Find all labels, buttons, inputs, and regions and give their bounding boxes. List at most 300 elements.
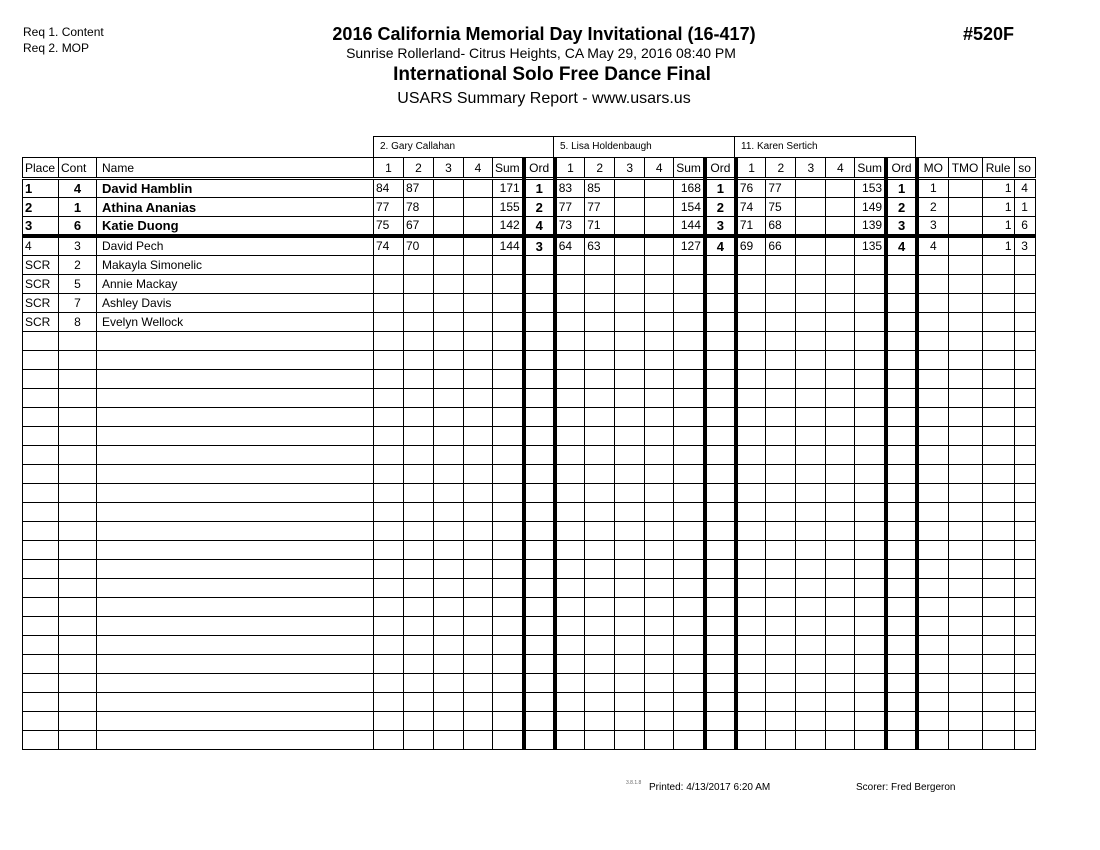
judge-3-score-3-cell bbox=[796, 731, 826, 750]
judge-2-sum-cell bbox=[674, 541, 705, 560]
judge-3-ord-cell bbox=[886, 522, 917, 541]
judge-1-score-4-cell bbox=[464, 313, 493, 332]
judge-2-score-2-cell bbox=[585, 636, 615, 655]
judge-3-sum-cell bbox=[855, 427, 886, 446]
judge-1-score-4-cell bbox=[464, 408, 493, 427]
judge-2-score-3-cell bbox=[615, 256, 645, 275]
rule-cell bbox=[982, 446, 1014, 465]
judge-2-score-3-cell bbox=[615, 598, 645, 617]
judge-3-score-1-cell bbox=[736, 465, 766, 484]
judge-3-score-4-cell bbox=[826, 636, 855, 655]
cont-cell bbox=[59, 731, 97, 750]
rule-cell bbox=[982, 503, 1014, 522]
cont-cell bbox=[59, 541, 97, 560]
judge-3-ord-cell bbox=[886, 560, 917, 579]
judge-2-score-2-cell bbox=[585, 598, 615, 617]
judge-3-ord-cell: 1 bbox=[886, 179, 917, 198]
judge-1-score-4-cell bbox=[464, 236, 493, 256]
place-cell bbox=[23, 598, 59, 617]
tmo-cell bbox=[948, 560, 982, 579]
judge-2-sum-cell bbox=[674, 693, 705, 712]
judge-2-score-3-cell bbox=[615, 313, 645, 332]
judge-3-score-4-cell bbox=[826, 198, 855, 217]
judge-2-score-4-cell bbox=[645, 389, 674, 408]
judge-1-ord-cell bbox=[524, 427, 555, 446]
rule-cell bbox=[982, 731, 1014, 750]
judge-2-score-1-cell bbox=[555, 256, 585, 275]
judge-1-score-1-cell bbox=[374, 560, 404, 579]
empty-table-row bbox=[23, 408, 1036, 427]
judge-2-ord-cell bbox=[705, 484, 736, 503]
judge-2-sum-cell bbox=[674, 408, 705, 427]
judge-3-sum-cell bbox=[855, 275, 886, 294]
judge-1-score-1-cell bbox=[374, 332, 404, 351]
judge-1-ord-cell bbox=[524, 674, 555, 693]
judge-1-score-2-cell bbox=[404, 389, 434, 408]
judge-3-score-4-cell bbox=[826, 389, 855, 408]
judge-3-score-3-cell bbox=[796, 579, 826, 598]
judge-2-score-1-cell bbox=[555, 522, 585, 541]
judge-1-ord-cell bbox=[524, 484, 555, 503]
judge-1-score-1-cell bbox=[374, 636, 404, 655]
judge-2-score-2-cell bbox=[585, 560, 615, 579]
judge-3-score-2-cell bbox=[766, 731, 796, 750]
judge-2-score-4-cell bbox=[645, 313, 674, 332]
judge-2-score-4-cell bbox=[645, 427, 674, 446]
so-cell bbox=[1014, 579, 1035, 598]
judge-1-score-1-cell bbox=[374, 579, 404, 598]
judge-3-ord-cell bbox=[886, 598, 917, 617]
judge-1-score-2-cell: 87 bbox=[404, 179, 434, 198]
judge-1-score-2-cell bbox=[404, 655, 434, 674]
rule-cell bbox=[982, 598, 1014, 617]
col-j2-sum: Sum bbox=[674, 158, 705, 179]
name-cell bbox=[97, 579, 374, 598]
judge-2-score-1-cell bbox=[555, 294, 585, 313]
judge-2-score-1-cell bbox=[555, 579, 585, 598]
judge-3-score-4-cell bbox=[826, 598, 855, 617]
so-cell bbox=[1014, 484, 1035, 503]
tmo-cell bbox=[948, 332, 982, 351]
judge-2-sum-cell bbox=[674, 522, 705, 541]
cont-cell bbox=[59, 560, 97, 579]
judge-1-sum-cell: 144 bbox=[493, 236, 524, 256]
name-cell bbox=[97, 674, 374, 693]
judge-3-score-2-cell bbox=[766, 256, 796, 275]
rule-cell bbox=[982, 313, 1014, 332]
judge-3-score-4-cell bbox=[826, 313, 855, 332]
judge-3-score-1-cell bbox=[736, 674, 766, 693]
judge-1-score-4-cell bbox=[464, 465, 493, 484]
rule-cell bbox=[982, 617, 1014, 636]
col-j3-ord: Ord bbox=[886, 158, 917, 179]
judge-1-score-2-cell bbox=[404, 294, 434, 313]
judge-2-sum-cell bbox=[674, 655, 705, 674]
mo-cell bbox=[917, 427, 948, 446]
judge-3-score-2-cell bbox=[766, 712, 796, 731]
judge-3-score-2-cell bbox=[766, 655, 796, 674]
judge-1-score-1-cell bbox=[374, 256, 404, 275]
judge-3-score-4-cell bbox=[826, 465, 855, 484]
place-cell bbox=[23, 579, 59, 598]
cont-cell bbox=[59, 446, 97, 465]
rule-cell: 1 bbox=[982, 198, 1014, 217]
judge-3-score-2-cell bbox=[766, 674, 796, 693]
tmo-cell bbox=[948, 198, 982, 217]
judge-2-ord-cell bbox=[705, 598, 736, 617]
judge-2-score-3-cell bbox=[615, 427, 645, 446]
so-cell bbox=[1014, 332, 1035, 351]
judge-1-score-2-cell bbox=[404, 579, 434, 598]
column-header-row bbox=[23, 158, 1036, 179]
judge-2-score-2-cell bbox=[585, 617, 615, 636]
judge-2-sum-cell bbox=[674, 674, 705, 693]
judge-3-score-4-cell bbox=[826, 446, 855, 465]
mo-cell bbox=[917, 370, 948, 389]
rule-cell: 1 bbox=[982, 217, 1014, 237]
judge-2-score-2-cell bbox=[585, 693, 615, 712]
judge-2-score-1-cell bbox=[555, 427, 585, 446]
col-j1-s3: 3 bbox=[434, 158, 464, 179]
rule-cell bbox=[982, 351, 1014, 370]
judge-2-score-1-cell bbox=[555, 275, 585, 294]
rule-cell bbox=[982, 408, 1014, 427]
rule-cell bbox=[982, 427, 1014, 446]
judge-1-ord-cell bbox=[524, 693, 555, 712]
empty-table-row bbox=[23, 598, 1036, 617]
judge-1-score-3-cell bbox=[434, 598, 464, 617]
judge-2-score-2-cell bbox=[585, 674, 615, 693]
judge-3-ord-cell bbox=[886, 636, 917, 655]
judge-1-score-4-cell bbox=[464, 655, 493, 674]
judge-1-score-2-cell bbox=[404, 598, 434, 617]
mo-cell: 4 bbox=[917, 236, 948, 256]
judge-2-score-2-cell bbox=[585, 503, 615, 522]
so-cell: 4 bbox=[1014, 179, 1035, 198]
judge-1-ord-cell bbox=[524, 503, 555, 522]
place-cell: SCR bbox=[23, 313, 59, 332]
judge-2-sum-cell bbox=[674, 731, 705, 750]
judge-1-score-3-cell bbox=[434, 484, 464, 503]
judge-3-score-1-cell bbox=[736, 408, 766, 427]
mo-cell bbox=[917, 541, 948, 560]
table-row bbox=[23, 294, 1036, 313]
judge-3-ord-cell bbox=[886, 294, 917, 313]
judge-2-score-2-cell bbox=[585, 408, 615, 427]
software-version: 3.8.1.8 bbox=[626, 780, 642, 786]
judge-1-sum-cell bbox=[493, 579, 524, 598]
judge-1-ord-cell bbox=[524, 408, 555, 427]
judge-2-score-1-cell bbox=[555, 560, 585, 579]
judge-3-score-3-cell bbox=[796, 655, 826, 674]
judge-1-sum-cell: 155 bbox=[493, 198, 524, 217]
judge-1-score-3-cell bbox=[434, 693, 464, 712]
judge-2-score-1-cell bbox=[555, 351, 585, 370]
judge-1-score-4-cell bbox=[464, 731, 493, 750]
tmo-cell bbox=[948, 427, 982, 446]
judge-1-score-1-cell bbox=[374, 598, 404, 617]
judge-3-sum-cell bbox=[855, 294, 886, 313]
judge-2-score-3-cell bbox=[615, 522, 645, 541]
judge-3-ord-cell bbox=[886, 541, 917, 560]
col-j2-ord: Ord bbox=[705, 158, 736, 179]
judge-3-sum-cell bbox=[855, 598, 886, 617]
place-cell: SCR bbox=[23, 256, 59, 275]
judge-2-ord-cell bbox=[705, 674, 736, 693]
name-cell bbox=[97, 446, 374, 465]
judge-3-score-3-cell bbox=[796, 236, 826, 256]
name-cell: Evelyn Wellock bbox=[97, 313, 374, 332]
table-row bbox=[23, 275, 1036, 294]
judge-header-3: 11. Karen Sertich bbox=[734, 136, 916, 157]
so-cell: 3 bbox=[1014, 236, 1035, 256]
place-cell bbox=[23, 674, 59, 693]
judge-1-score-1-cell bbox=[374, 503, 404, 522]
judge-3-score-3-cell bbox=[796, 313, 826, 332]
judge-3-sum-cell bbox=[855, 256, 886, 275]
judge-3-ord-cell: 4 bbox=[886, 236, 917, 256]
cont-cell bbox=[59, 408, 97, 427]
judge-3-ord-cell bbox=[886, 579, 917, 598]
judge-1-ord-cell bbox=[524, 465, 555, 484]
judge-2-score-3-cell bbox=[615, 198, 645, 217]
judge-1-score-1-cell bbox=[374, 313, 404, 332]
so-cell bbox=[1014, 522, 1035, 541]
judge-3-sum-cell bbox=[855, 579, 886, 598]
tmo-cell bbox=[948, 256, 982, 275]
judge-2-score-4-cell bbox=[645, 560, 674, 579]
judge-2-sum-cell: 154 bbox=[674, 198, 705, 217]
judge-3-score-2-cell bbox=[766, 275, 796, 294]
judge-3-score-1-cell: 71 bbox=[736, 217, 766, 237]
name-cell: Annie Mackay bbox=[97, 275, 374, 294]
judge-2-score-3-cell bbox=[615, 332, 645, 351]
table-row bbox=[23, 256, 1036, 275]
col-j3-s3: 3 bbox=[796, 158, 826, 179]
judge-2-sum-cell: 144 bbox=[674, 217, 705, 237]
judge-1-score-2-cell bbox=[404, 313, 434, 332]
judge-1-score-2-cell bbox=[404, 370, 434, 389]
judge-2-sum-cell bbox=[674, 484, 705, 503]
judge-1-score-1-cell bbox=[374, 389, 404, 408]
name-cell bbox=[97, 712, 374, 731]
tmo-cell bbox=[948, 389, 982, 408]
judge-2-score-4-cell bbox=[645, 332, 674, 351]
judge-2-score-2-cell bbox=[585, 712, 615, 731]
place-cell: 2 bbox=[23, 198, 59, 217]
mo-cell bbox=[917, 484, 948, 503]
judge-3-score-1-cell bbox=[736, 389, 766, 408]
place-cell: 4 bbox=[23, 236, 59, 256]
mo-cell: 3 bbox=[917, 217, 948, 237]
judge-3-score-1-cell bbox=[736, 636, 766, 655]
so-cell bbox=[1014, 541, 1035, 560]
cont-cell: 5 bbox=[59, 275, 97, 294]
tmo-cell bbox=[948, 313, 982, 332]
judge-2-score-4-cell bbox=[645, 408, 674, 427]
judge-2-score-2-cell bbox=[585, 256, 615, 275]
rule-cell: 1 bbox=[982, 179, 1014, 198]
judge-1-ord-cell bbox=[524, 275, 555, 294]
judge-2-score-4-cell bbox=[645, 712, 674, 731]
mo-cell bbox=[917, 389, 948, 408]
table-row bbox=[23, 236, 1036, 256]
judge-2-score-4-cell bbox=[645, 598, 674, 617]
judge-3-score-1-cell bbox=[736, 370, 766, 389]
judge-2-ord-cell bbox=[705, 389, 736, 408]
mo-cell: 1 bbox=[917, 179, 948, 198]
tmo-cell bbox=[948, 674, 982, 693]
name-cell bbox=[97, 617, 374, 636]
cont-cell: 1 bbox=[59, 198, 97, 217]
judge-1-score-3-cell bbox=[434, 389, 464, 408]
judge-2-score-1-cell bbox=[555, 598, 585, 617]
judge-1-sum-cell bbox=[493, 484, 524, 503]
name-cell: David Pech bbox=[97, 236, 374, 256]
judge-1-score-4-cell bbox=[464, 541, 493, 560]
judge-3-score-2-cell bbox=[766, 598, 796, 617]
judge-3-score-4-cell bbox=[826, 522, 855, 541]
tmo-cell bbox=[948, 579, 982, 598]
judge-1-score-3-cell bbox=[434, 179, 464, 198]
judge-3-score-4-cell bbox=[826, 617, 855, 636]
judge-2-score-3-cell bbox=[615, 294, 645, 313]
so-cell bbox=[1014, 674, 1035, 693]
judge-2-score-3-cell bbox=[615, 579, 645, 598]
judge-3-score-2-cell: 68 bbox=[766, 217, 796, 237]
judge-1-score-3-cell bbox=[434, 446, 464, 465]
judge-2-score-4-cell bbox=[645, 294, 674, 313]
judge-1-score-3-cell bbox=[434, 731, 464, 750]
judge-3-score-4-cell bbox=[826, 332, 855, 351]
judge-2-sum-cell bbox=[674, 465, 705, 484]
cont-cell bbox=[59, 427, 97, 446]
judge-3-score-3-cell bbox=[796, 408, 826, 427]
so-cell bbox=[1014, 294, 1035, 313]
place-cell bbox=[23, 446, 59, 465]
judge-3-score-4-cell bbox=[826, 427, 855, 446]
judge-3-score-4-cell bbox=[826, 503, 855, 522]
judge-3-score-1-cell bbox=[736, 522, 766, 541]
judge-3-score-2-cell bbox=[766, 446, 796, 465]
tmo-cell bbox=[948, 484, 982, 503]
location-datetime: Sunrise Rollerland- Citrus Heights, CA May 29, 2016 08:40 PM bbox=[346, 45, 736, 61]
judge-2-score-3-cell bbox=[615, 179, 645, 198]
judge-1-ord-cell bbox=[524, 446, 555, 465]
tmo-cell bbox=[948, 503, 982, 522]
tmo-cell bbox=[948, 446, 982, 465]
judge-2-sum-cell bbox=[674, 427, 705, 446]
judge-1-score-2-cell bbox=[404, 617, 434, 636]
judge-2-ord-cell bbox=[705, 313, 736, 332]
judge-3-score-1-cell: 74 bbox=[736, 198, 766, 217]
col-tmo: TMO bbox=[948, 158, 982, 179]
judge-2-score-3-cell bbox=[615, 275, 645, 294]
place-cell bbox=[23, 427, 59, 446]
judge-3-ord-cell bbox=[886, 712, 917, 731]
name-cell bbox=[97, 408, 374, 427]
judge-3-score-3-cell bbox=[796, 198, 826, 217]
judge-1-score-4-cell bbox=[464, 484, 493, 503]
judge-1-score-4-cell bbox=[464, 598, 493, 617]
judge-2-score-3-cell bbox=[615, 408, 645, 427]
cont-cell bbox=[59, 636, 97, 655]
judge-1-ord-cell bbox=[524, 579, 555, 598]
judge-2-ord-cell bbox=[705, 408, 736, 427]
judge-3-sum-cell: 149 bbox=[855, 198, 886, 217]
judge-3-sum-cell bbox=[855, 389, 886, 408]
judge-1-score-3-cell bbox=[434, 256, 464, 275]
col-rule: Rule bbox=[982, 158, 1014, 179]
mo-cell bbox=[917, 446, 948, 465]
cont-cell: 7 bbox=[59, 294, 97, 313]
judge-1-score-3-cell bbox=[434, 275, 464, 294]
judge-2-score-3-cell bbox=[615, 484, 645, 503]
judge-2-sum-cell bbox=[674, 256, 705, 275]
so-cell bbox=[1014, 427, 1035, 446]
judge-1-ord-cell bbox=[524, 598, 555, 617]
judge-3-score-4-cell bbox=[826, 712, 855, 731]
judge-1-score-4-cell bbox=[464, 332, 493, 351]
judge-1-ord-cell bbox=[524, 256, 555, 275]
place-cell bbox=[23, 503, 59, 522]
judge-1-sum-cell bbox=[493, 503, 524, 522]
judge-1-score-2-cell bbox=[404, 408, 434, 427]
name-cell bbox=[97, 541, 374, 560]
cont-cell bbox=[59, 674, 97, 693]
tmo-cell bbox=[948, 465, 982, 484]
judge-1-score-3-cell bbox=[434, 313, 464, 332]
judge-1-score-2-cell bbox=[404, 541, 434, 560]
judge-3-ord-cell bbox=[886, 674, 917, 693]
judge-1-score-3-cell bbox=[434, 236, 464, 256]
judge-3-score-2-cell bbox=[766, 579, 796, 598]
empty-table-row bbox=[23, 332, 1036, 351]
mo-cell bbox=[917, 313, 948, 332]
judge-2-ord-cell bbox=[705, 712, 736, 731]
judge-1-ord-cell bbox=[524, 370, 555, 389]
judge-3-ord-cell: 3 bbox=[886, 217, 917, 237]
place-cell bbox=[23, 655, 59, 674]
judge-2-ord-cell bbox=[705, 579, 736, 598]
judge-3-score-3-cell bbox=[796, 617, 826, 636]
col-j3-s1: 1 bbox=[736, 158, 766, 179]
mo-cell bbox=[917, 256, 948, 275]
competition-title: 2016 California Memorial Day Invitational (16-417) bbox=[332, 24, 756, 44]
cont-cell bbox=[59, 598, 97, 617]
judge-2-score-1-cell bbox=[555, 712, 585, 731]
judge-1-ord-cell bbox=[524, 617, 555, 636]
judge-2-score-1-cell bbox=[555, 674, 585, 693]
judge-1-sum-cell bbox=[493, 655, 524, 674]
judge-3-score-2-cell bbox=[766, 427, 796, 446]
judge-2-ord-cell bbox=[705, 446, 736, 465]
judge-1-sum-cell bbox=[493, 332, 524, 351]
mo-cell bbox=[917, 275, 948, 294]
judge-2-sum-cell bbox=[674, 275, 705, 294]
judge-3-ord-cell bbox=[886, 427, 917, 446]
name-cell bbox=[97, 693, 374, 712]
col-mo: MO bbox=[917, 158, 948, 179]
judge-3-score-4-cell bbox=[826, 351, 855, 370]
judge-1-sum-cell: 142 bbox=[493, 217, 524, 237]
judge-3-score-3-cell bbox=[796, 332, 826, 351]
rule-cell bbox=[982, 389, 1014, 408]
judge-1-score-3-cell bbox=[434, 655, 464, 674]
rule-cell bbox=[982, 560, 1014, 579]
judge-2-score-3-cell bbox=[615, 465, 645, 484]
judge-3-score-1-cell bbox=[736, 427, 766, 446]
